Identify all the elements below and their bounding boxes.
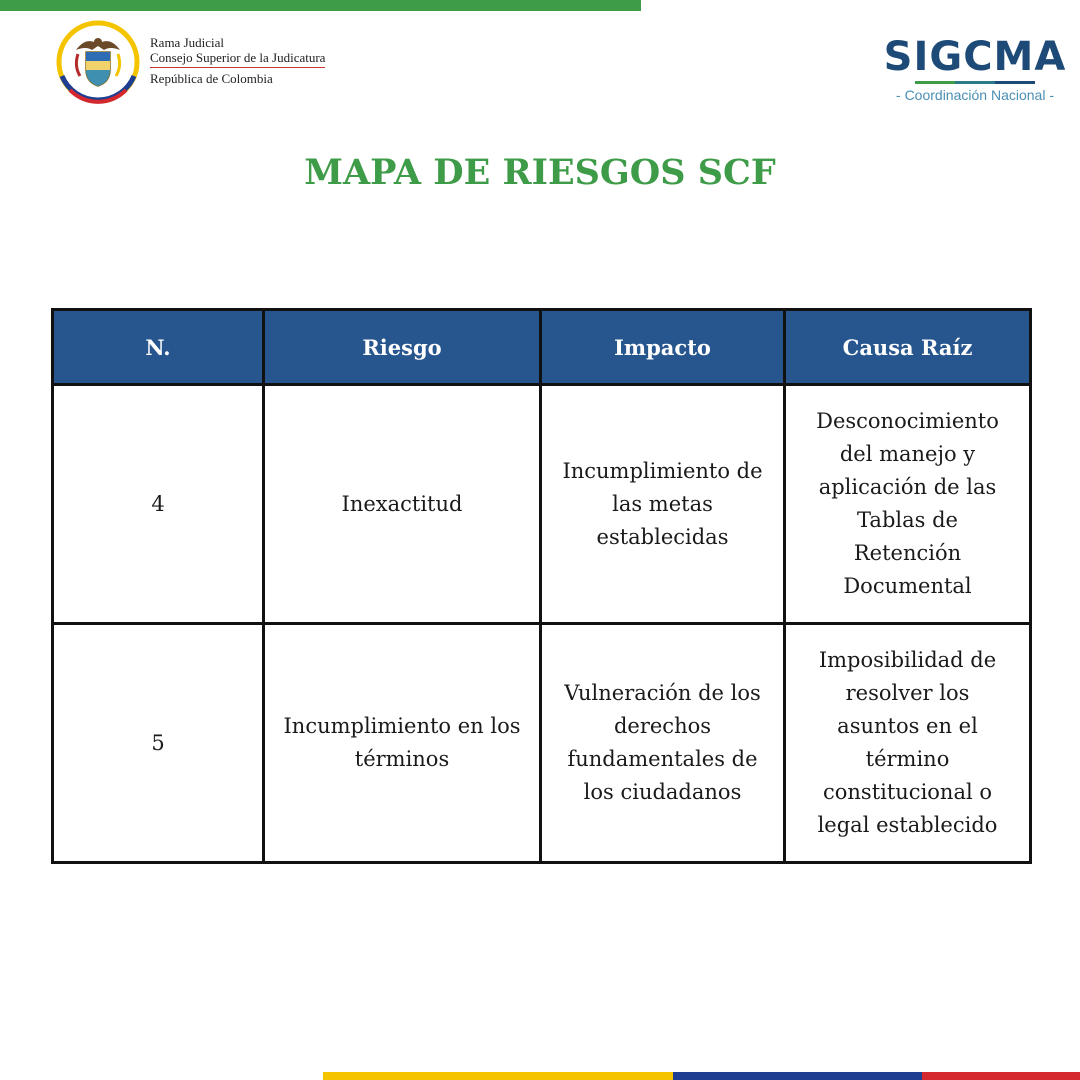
org-name-block <box>150 35 325 86</box>
top-accent-bar <box>0 0 641 11</box>
org-line-consejo: Consejo Superior de la Judicatura <box>150 50 325 68</box>
cell-impacto: Vulneración de los derechos fundamentales de los ciudadanos <box>541 624 785 863</box>
flag-bar-yellow <box>323 1072 673 1080</box>
cell-causa-raiz: Desconocimiento del manejo y aplicación de las Tablas de Retención Documental <box>785 385 1031 624</box>
coat-of-arms-icon <box>56 20 140 104</box>
table-row <box>53 385 1031 624</box>
table-row <box>53 624 1031 863</box>
org-line-rama: Rama Judicial <box>150 35 225 50</box>
cell-causa-raiz: Imposibilidad de resolver los asuntos en el término constitucional o legal establecido <box>785 624 1031 863</box>
cell-riesgo: Inexactitud <box>264 385 541 624</box>
cell-number: 4 <box>53 385 264 624</box>
col-header-impacto: Impacto <box>541 310 785 385</box>
cell-riesgo: Incumplimiento en los términos <box>264 624 541 863</box>
table-header-row <box>53 310 1031 385</box>
flag-bar-blue <box>673 1072 922 1080</box>
col-header-riesgo: Riesgo <box>264 310 541 385</box>
org-line-republica: República de Colombia <box>150 71 273 86</box>
cell-number: 5 <box>53 624 264 863</box>
flag-bar-red <box>922 1072 1080 1080</box>
sigcma-subtitle: - Coordinación Nacional - <box>896 87 1054 103</box>
rama-judicial-logo <box>56 20 356 106</box>
risk-map-table <box>51 308 1032 864</box>
sigcma-logo <box>880 34 1070 104</box>
sigcma-underline-icon <box>915 81 1035 85</box>
cell-impacto: Incumplimiento de las metas establecidas <box>541 385 785 624</box>
col-header-causa-raiz: Causa Raíz <box>785 310 1031 385</box>
page-title: MAPA DE RIESGOS SCF <box>304 152 776 193</box>
col-header-number: N. <box>53 310 264 385</box>
sigcma-wordmark: SIGCMA <box>883 34 1067 80</box>
